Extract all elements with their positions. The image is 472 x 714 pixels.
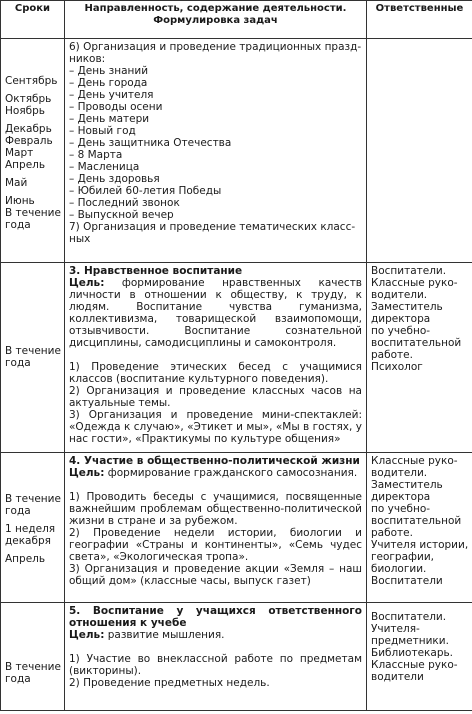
table-row — [1, 263, 472, 453]
item7-line1: 7) Организация и проведение тематических класс- — [69, 221, 356, 233]
month: Сентябрь — [5, 75, 58, 87]
holiday-item: – День знаний — [69, 65, 149, 77]
goal-text: формирование нравственных качеств личности в отношении к обществу, к труду, к людям. Воспитание чувства гуманизма, коллективизма, товарищеской взаимопомощи, отзывчивости. Воспитание сознательной дисциплины, самодисциплины и самоконтроля. — [69, 277, 362, 349]
responsible-line: Воспитатели — [371, 575, 443, 587]
term: декабря — [5, 535, 51, 547]
goal-text: развитие мышления. — [107, 629, 225, 641]
month: Декабрь — [5, 123, 52, 135]
term: В течение — [5, 493, 61, 505]
goal-block — [69, 629, 225, 641]
goal-block — [69, 467, 357, 479]
month: Ноябрь — [5, 105, 45, 117]
month: Октябрь — [5, 93, 52, 105]
item7-line2: ных — [69, 233, 91, 245]
responsible-line: Учителя истории, — [371, 539, 469, 551]
task-item: 3) Организация и проведение акции «Земля – наш общий дом» (классные часы, выпуск газет) — [69, 563, 362, 587]
header-content — [65, 1, 367, 39]
responsible-line: по учебно- — [371, 325, 431, 337]
responsible-line: Библиотекарь. — [371, 647, 454, 659]
responsible-line: директора — [371, 313, 431, 325]
task-item: 3) Организация и проведение мини-спектаклей: «Одежда к случаю», «Этикет и мы», «Мы в гостях, у нас гости», «Практикумы по культуре общения» — [69, 409, 362, 445]
holiday-item: – День матери — [69, 113, 150, 125]
section-title: 5. Воспитание у учащихся ответственного отношения к учебе — [69, 605, 362, 629]
goal-label: Цель: — [69, 629, 105, 641]
section-title: 3. Нравственное воспитание — [69, 265, 243, 277]
responsible-line: директора — [371, 491, 431, 503]
holiday-item: – День защитника Отечества — [69, 137, 232, 149]
header-terms: Сроки — [1, 1, 65, 39]
task-item: 1) Проводить беседы с учащимися, посвященные важнейшим проблемам общественно-политической жизни в стране и за рубежом. — [69, 491, 362, 527]
responsible-line: работе. — [371, 527, 413, 539]
term: года — [5, 673, 31, 685]
responsible-line: по учебно- — [371, 503, 431, 515]
task-item: 1) Участие во внеклассной работе по предметам (викторины). — [69, 653, 362, 677]
holiday-item: – День учителя — [69, 89, 154, 101]
row2-content — [65, 263, 367, 453]
row1-content — [65, 39, 367, 263]
row4-responsible — [367, 603, 472, 711]
table-row — [1, 453, 472, 603]
goal-block — [69, 277, 362, 349]
holiday-item: – Масленица — [69, 161, 140, 173]
row4-content — [65, 603, 367, 711]
term: 1 неделя — [5, 523, 56, 535]
row3-terms — [1, 453, 65, 603]
task-item: 2) Организация и проведение классных часов на актуальные темы. — [69, 385, 362, 409]
month: Февраль — [5, 135, 53, 147]
responsible-line: водители — [371, 671, 424, 683]
responsible-line: Воспитатели. — [371, 265, 447, 277]
month: Март — [5, 147, 34, 159]
month: Июнь — [5, 195, 35, 207]
term: года — [5, 505, 31, 517]
table-row — [1, 39, 472, 263]
month: года — [5, 219, 31, 231]
holiday-item: – Выпускной вечер — [69, 209, 174, 221]
holiday-item: – Последний звонок — [69, 197, 180, 209]
row2-responsible — [367, 263, 472, 453]
responsible-line: воспитательной — [371, 515, 462, 527]
responsible-line: Классные руко- — [371, 277, 458, 289]
holiday-item: – День здоровья — [69, 173, 160, 185]
term: года — [5, 357, 31, 369]
month: В течение — [5, 207, 61, 219]
row4-terms — [1, 603, 65, 711]
responsible-line: Заместитель — [371, 479, 443, 491]
responsible-line: предметники. — [371, 635, 449, 647]
header-responsible: Ответственные — [367, 1, 472, 39]
term: В течение — [5, 661, 61, 673]
task-item: 2) Проведение предметных недель. — [69, 677, 270, 689]
row1-terms — [1, 39, 65, 263]
item6-line1: 6) Организация и проведение традиционных празд- — [69, 41, 362, 53]
responsible-line: географии, — [371, 551, 434, 563]
responsible-line: Психолог — [371, 361, 423, 373]
task-item: 2) Проведение недели истории, биологии и географии «Страны и континенты», «Семь чудес света», «Экологическая тропа». — [69, 527, 362, 563]
responsible-line: Воспитатели. — [371, 611, 447, 623]
table-row — [1, 603, 472, 711]
row2-terms — [1, 263, 65, 453]
row1-responsible — [367, 39, 472, 263]
goal-text: формирование гражданского самосознания. — [107, 467, 358, 479]
responsible-line: Учителя- — [371, 623, 420, 635]
row3-content — [65, 453, 367, 603]
month: Май — [5, 177, 28, 189]
responsible-line: Классные руко- — [371, 659, 458, 671]
term: В течение — [5, 345, 61, 357]
term: Апрель — [5, 553, 46, 565]
responsible-line: водители. — [371, 467, 428, 479]
holiday-item: – Новый год — [69, 125, 136, 137]
holiday-item: – Проводы осени — [69, 101, 163, 113]
goal-label: Цель: — [69, 467, 105, 479]
responsible-line: водители. — [371, 289, 428, 301]
responsible-line: Заместитель — [371, 301, 443, 313]
responsible-line: Классные руко- — [371, 455, 458, 467]
holiday-item: – 8 Марта — [69, 149, 123, 161]
goal-label: Цель: — [69, 277, 105, 289]
item6-line2: ников: — [69, 53, 106, 65]
holiday-item: – День города — [69, 77, 148, 89]
row3-responsible — [367, 453, 472, 603]
table-header-row — [1, 1, 472, 39]
section-title: 4. Участие в общественно-политической жизни — [69, 455, 360, 467]
responsible-line: биологии. — [371, 563, 427, 575]
month: Апрель — [5, 159, 46, 171]
holiday-item: – Юбилей 60-летия Победы — [69, 185, 222, 197]
task-item: 1) Проведение этических бесед с учащимися классов (воспитание культурного поведения). — [69, 361, 362, 385]
header-content-line1: Направленность, содержание деятельности. — [84, 3, 347, 14]
responsible-line: воспитательной — [371, 337, 462, 349]
header-content-line2: Формулировка задач — [153, 15, 278, 26]
responsible-line: работе. — [371, 349, 413, 361]
